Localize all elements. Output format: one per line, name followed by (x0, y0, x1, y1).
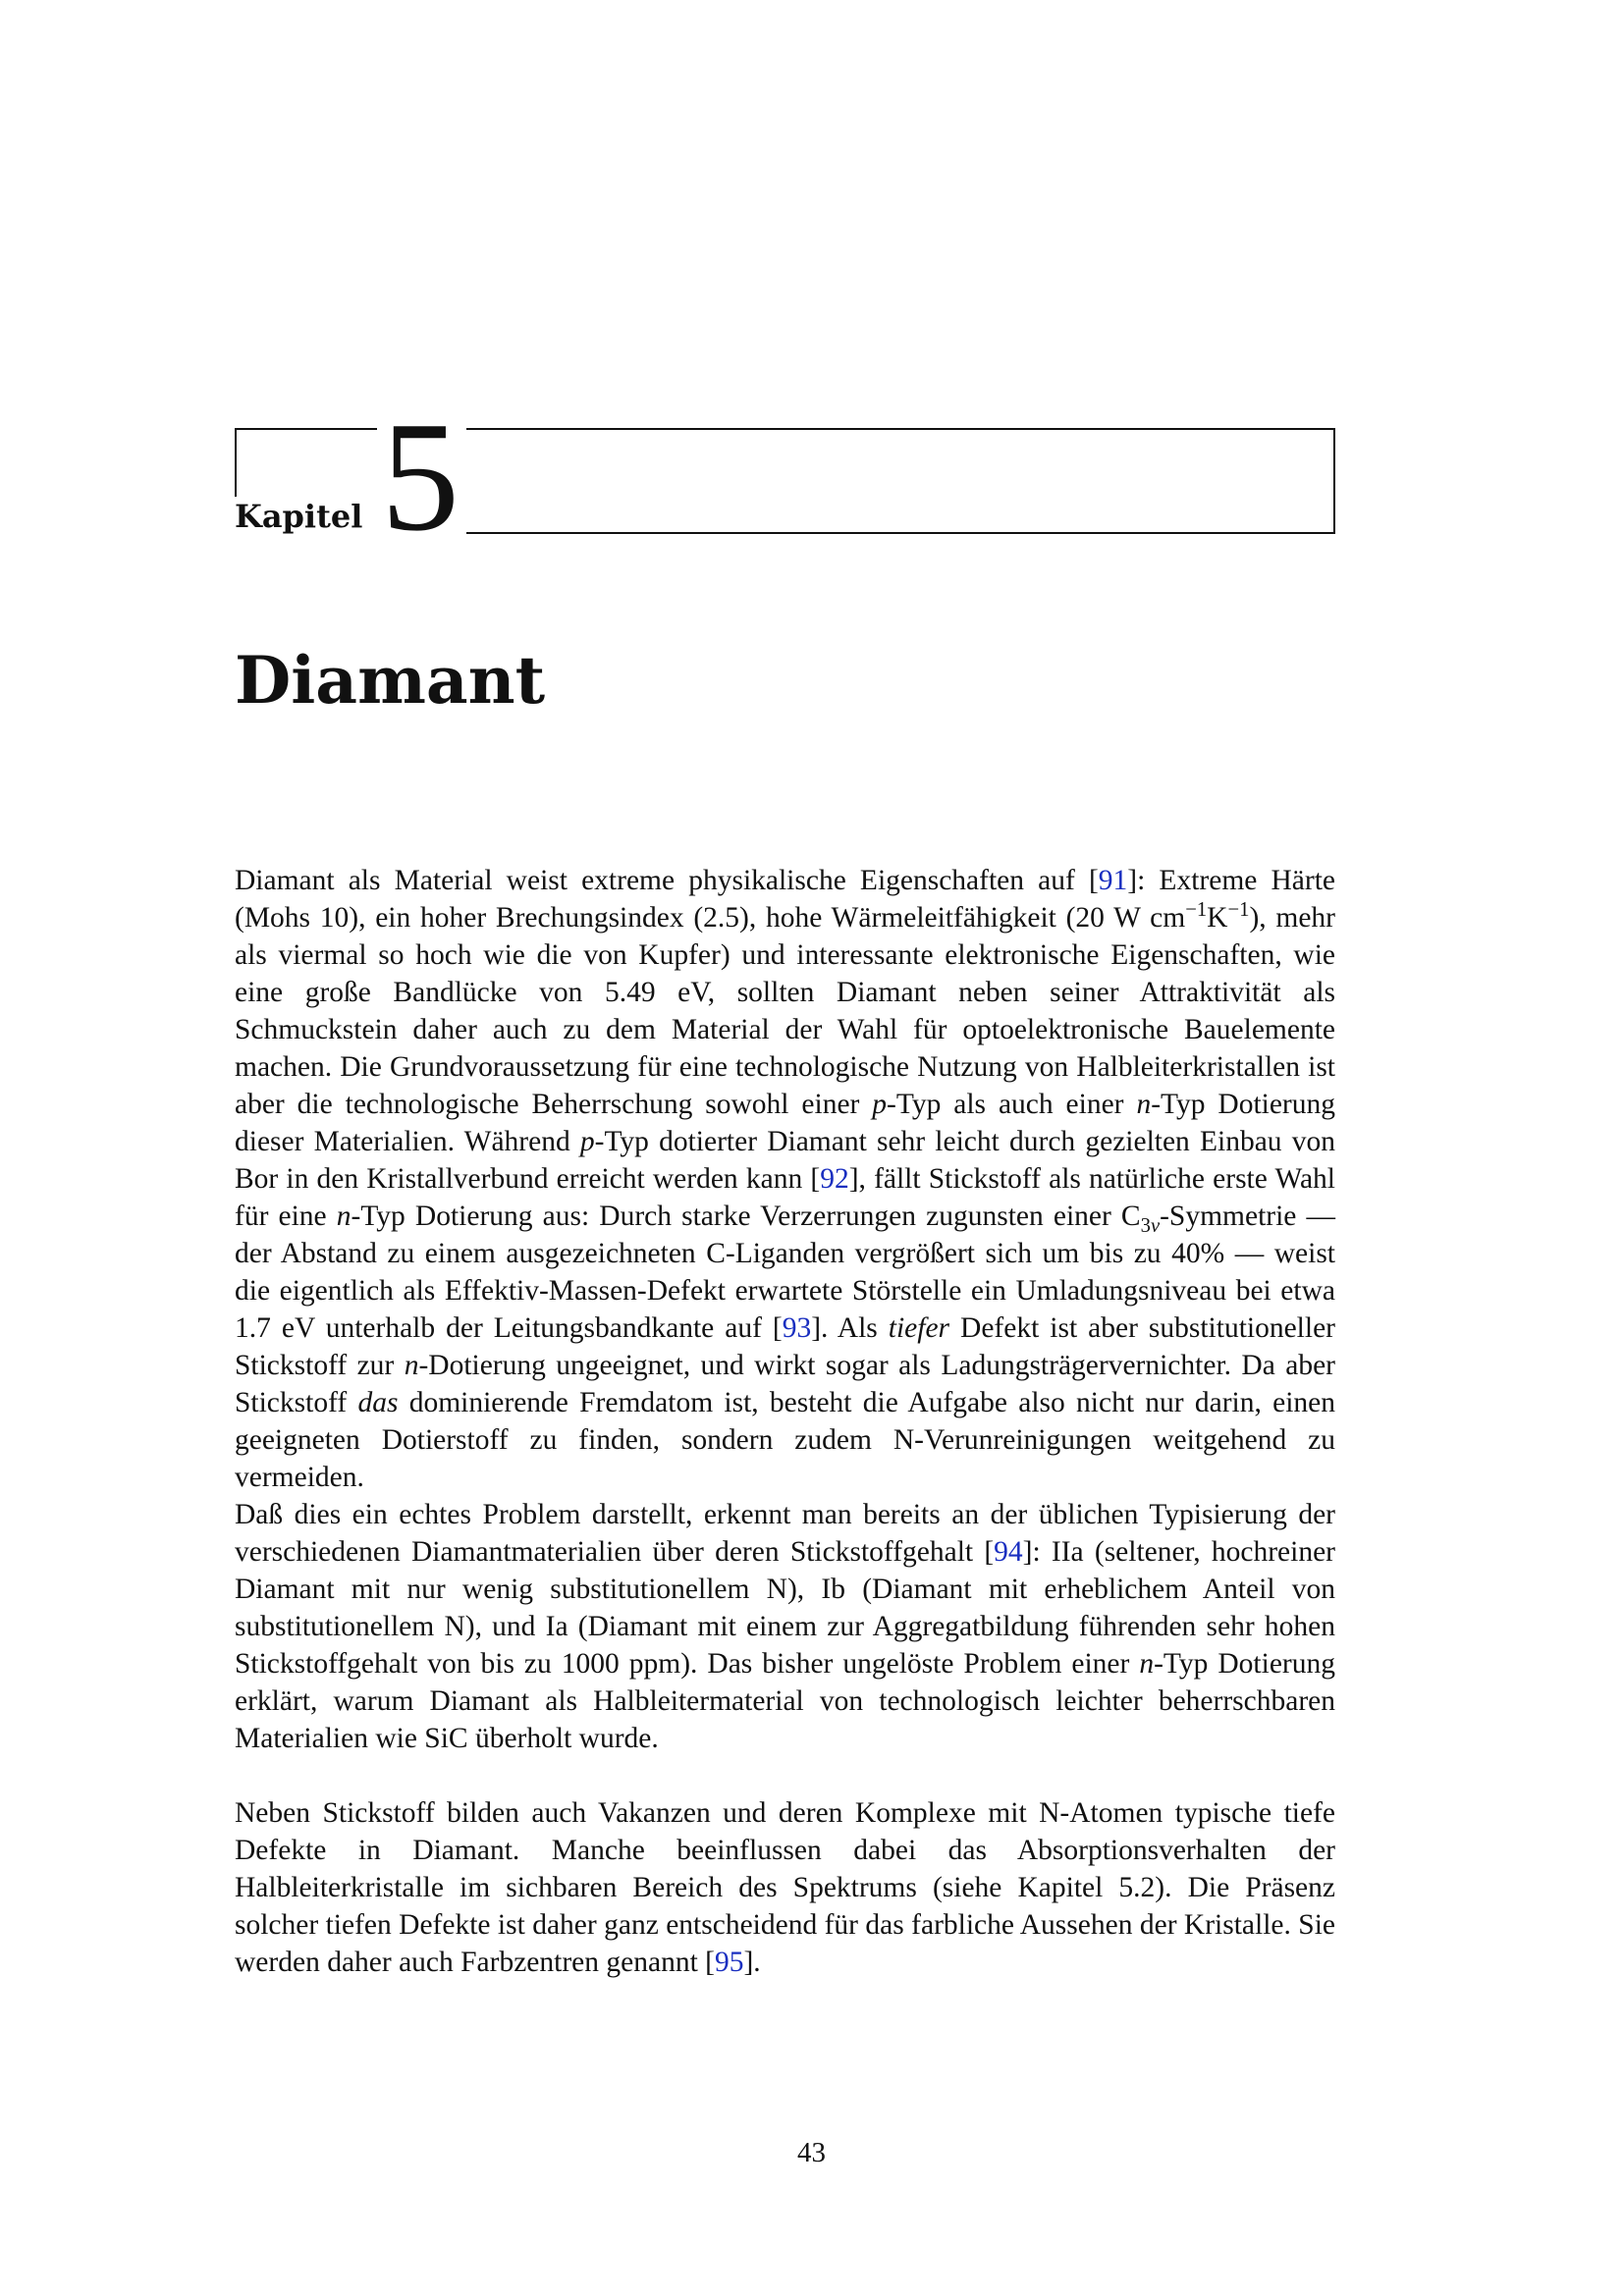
chapter-label: Kapitel (235, 498, 363, 535)
paragraph-2: Daß dies ein echtes Problem darstellt, erkennt man bereits an der üblichen Typisierung der verschiedenen Diamantmaterialien über deren Stickstoffgehalt [94]: IIa (seltener, hochreiner Diamant mit nur wenig substitutionellem N), Ib (Diamant mit erheblichem Anteil von substitutionellem N), und Ia (Diamant mit einem zur Aggregatbildung führenden sehr hohen Stickstoffgehalt von bis zu 1000 ppm). Das bisher ungelöste Problem einer n-Typ Dotierung erklärt, warum Diamant als Halbleitermaterial von technologisch leichter beherrschbaren Materialien wie SiC überholt wurde. (235, 1499, 1335, 1754)
citation-link[interactable]: 94 (994, 1536, 1023, 1568)
page-number: 43 (797, 2137, 826, 2168)
chapter-title: Diamant (235, 642, 546, 719)
body-text (235, 862, 1335, 1981)
chapter-number: 5 (381, 389, 460, 563)
paragraph-3: Neben Stickstoff bilden auch Vakanzen und deren Komplexe mit N-Atomen typische tiefe Defekte in Diamant. Manche beeinflussen dabei das Absorptionsverhalten der Halbleiterkristalle im sichbaren Bereich des Spektrums (siehe Kapitel 5.2). Die Präsenz solcher tiefen Defekte ist daher ganz entscheidend für das farbliche Aussehen der Kristalle. Sie werden daher auch Farbzentren genannt [95]. (235, 1797, 1335, 1978)
citation-link[interactable]: 92 (820, 1163, 849, 1195)
paragraph-1: Diamant als Material weist extreme physikalische Eigenschaften auf [91]: Extreme Härte (Mohs 10), ein hoher Brechungsindex (2.5), hohe Wärmeleitfähigkeit (20 W $cm^{-1}K^{-1}$), mehr als viermal so hoch wie die von Kupfer) und interessante elektronische Eigenschaften, wie eine große Bandlücke von 5.49 eV, sollten Diamant neben seiner Attraktivität als Schmuckstein daher auch zu dem Material der Wahl für optoelektronische Bauelemente machen. Die Grundvoraussetzung für eine technologische Nutzung von Halbleiterkristallen ist aber die technologische Beherrschung sowohl einer p-Typ als auch einer n-Typ Dotierung dieser Materialien. Während p-Typ dotierter Diamant sehr leicht durch gezielten Einbau von Bor in den Kristallverbund erreicht werden kann [92], fällt Stickstoff als natürliche erste Wahl für eine n-Typ Dotierung aus: Durch starke Verzerrungen zugunsten einer $C_{3v}$-Symmetrie — der Abstand zu einem ausgezeichneten C-Liganden vergrößert sich um bis zu 40% — weist die eigentlich als Effektiv-Massen-Defekt erwartete Störstelle ein Umladungsniveau bei etwa 1.7 eV unterhalb der Leitungsbandkante auf [93]. Als tiefer Defekt ist aber substitutioneller Stickstoff zur n-Dotierung ungeeignet, und wirkt sogar als Ladungsträgervernichter. Da aber Stickstoff das dominierende Fremdatom ist, besteht die Aufgabe also nicht nur darin, einen geeigneten Dotierstoff zu finden, sondern zudem N-Verunreinigungen weitgehend zu vermeiden. (235, 865, 1336, 1493)
citation-link[interactable]: 91 (1098, 865, 1128, 896)
citation-link[interactable]: 93 (782, 1312, 812, 1344)
citation-link[interactable]: 95 (714, 1947, 744, 1978)
